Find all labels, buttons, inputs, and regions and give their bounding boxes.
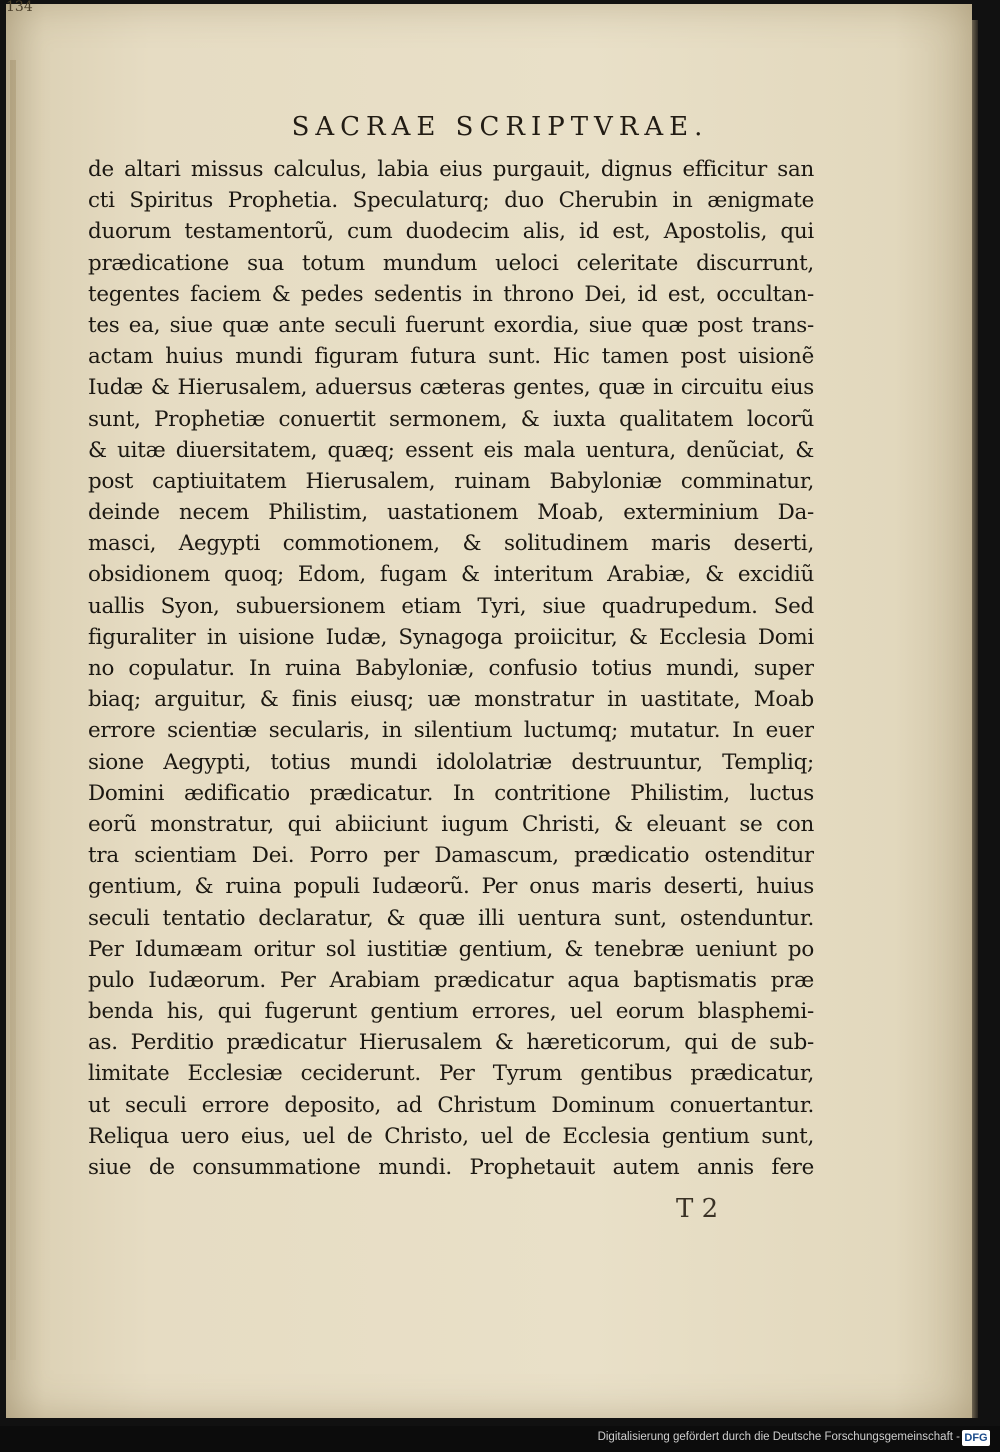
text-line: obsidionem quoq; Edom, fugam & interitum Arabiæ, & excidiũ	[88, 562, 814, 588]
text-line: eorũ monstratur, qui abiiciunt iugum Christi, & eleuant se con	[88, 811, 814, 837]
text-line: Per Idumæam oritur sol iustitiæ gentium, & tenebræ ueniunt po	[88, 936, 814, 962]
text-line: errore scientiæ secularis, in silentium luctumq; mutatur. In euer	[88, 718, 814, 744]
text-line: masci, Aegypti commotionem, & solitudinem maris deserti,	[88, 531, 814, 557]
text-line: gentium, & ruina populi Iudæorũ. Per onus maris deserti, huius	[88, 874, 814, 900]
text-line: prædicatione sua totum mundum ueloci celeritate discurrunt,	[88, 250, 814, 276]
text-line: actam huius mundi figuram futura sunt. Hic tamen post uisionẽ	[88, 344, 814, 370]
text-line: pulo Iudæorum. Per Arabiam prædicatur aqua baptismatis præ	[88, 967, 814, 993]
text-line: tra scientiam Dei. Porro per Damascum, prædicatio ostenditur	[88, 843, 814, 869]
footer-credit: Digitalisierung gefördert durch die Deutsche Forschungsgemeinschaft -	[597, 1431, 960, 1443]
signature-mark: T 2	[676, 1194, 719, 1224]
text-line: de altari missus calculus, labia eius purgauit, dignus efficitur san	[88, 157, 814, 182]
running-head: SACRAE SCRIPTVRAE.	[291, 112, 709, 142]
text-line: sunt, Prophetiæ conuertit sermonem, & iuxta qualitatem locorũ	[88, 406, 814, 432]
text-line: Reliqua uero eius, uel de Christo, uel de Ecclesia gentium sunt,	[88, 1123, 814, 1149]
text-line: & uitæ diuersitatem, quæq; essent eis mala uentura, denũciat, &	[88, 437, 814, 463]
text-line: Domini ædificatio prædicatur. In contritione Philistim, luctus	[88, 780, 814, 806]
page-gutter-shadow	[10, 60, 16, 1360]
text-line: sione Aegypti, totius mundi idololatriæ destruuntur, Templiq;	[88, 749, 814, 775]
text-line: tes ea, siue quæ ante seculi fuerunt exordia, siue quæ post trans-	[88, 312, 814, 338]
text-line: benda his, qui fugerunt gentium errores, uel eorum blasphemi-	[88, 999, 814, 1025]
text-line: figuraliter in uisione Iudæ, Synagoga proiicitur, & Ecclesia Domi	[88, 624, 814, 650]
text-line: as. Perditio prædicatur Hierusalem & hæreticorum, qui de sub-	[88, 1030, 814, 1056]
text-line: Iudæ & Hierusalem, aduersus cæteras gentes, quæ in circuitu eius	[88, 375, 814, 401]
body-text	[88, 154, 814, 1183]
text-line: siue de consummatione mundi. Prophetauit autem annis fere	[88, 1155, 814, 1180]
text-line: biaq; arguitur, & finis eiusq; uæ monstratur in uastitate, Moab	[88, 687, 814, 713]
page-edge	[972, 20, 978, 1418]
text-line: ut seculi errore deposito, ad Christum Dominum conuertantur.	[88, 1092, 814, 1118]
text-line: post captiuitatem Hierusalem, ruinam Babyloniæ comminatur,	[88, 468, 814, 494]
text-line: duorum testamentorũ, cum duodecim alis, id est, Apostolis, qui	[88, 219, 814, 245]
dfg-logo: DFG	[962, 1430, 990, 1446]
text-line: limitate Ecclesiæ ceciderunt. Per Tyrum gentibus prædicatur,	[88, 1061, 814, 1087]
text-line: deinde necem Philistim, uastationem Moab, exterminium Da-	[88, 500, 814, 526]
text-line: tegentes faciem & pedes sedentis in throno Dei, id est, occultan-	[88, 281, 814, 307]
text-line: cti Spiritus Prophetia. Speculaturq; duo Cherubin in ænigmate	[88, 188, 814, 214]
page-corner-number: 134	[6, 0, 33, 15]
text-line: seculi tentatio declaratur, & quæ illi uentura sunt, ostenduntur.	[88, 905, 814, 931]
text-line: no copulatur. In ruina Babyloniæ, confusio totius mundi, super	[88, 656, 814, 681]
text-line: uallis Syon, subuersionem etiam Tyri, siue quadrupedum. Sed	[88, 593, 814, 619]
